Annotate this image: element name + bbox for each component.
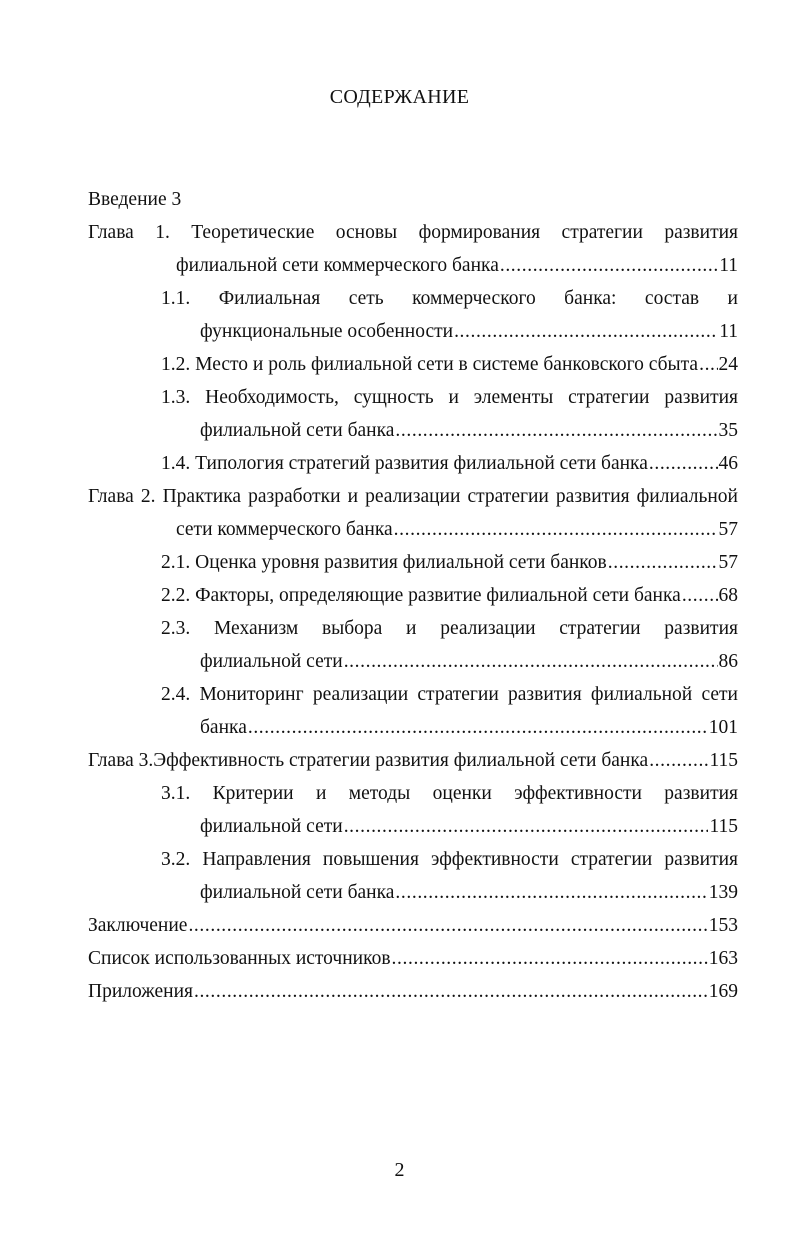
- toc-entry-section-2-4-line-2[interactable]: [88, 711, 738, 744]
- toc-page-number: 153: [708, 915, 738, 936]
- toc-entry-text: филиальной сети: [200, 651, 343, 672]
- toc-entry-chapter-1-line-1[interactable]: Глава 1. Теоретические основы формирования стратегии развития: [88, 222, 738, 243]
- toc-page-number: 11: [719, 255, 738, 276]
- toc-entry-chapter-1-line-2[interactable]: [88, 249, 738, 282]
- toc-entry-text: Приложения: [88, 981, 193, 1002]
- toc-entry-appendices[interactable]: [88, 975, 738, 1008]
- toc-page-number: 101: [708, 717, 738, 738]
- leader-dots: [395, 414, 717, 447]
- toc-entry-section-2-4-line-1[interactable]: 2.4. Мониторинг реализации стратегии развития филиальной сети: [161, 684, 738, 705]
- toc-entry-intro[interactable]: Введение 3: [88, 189, 182, 210]
- toc-page-number: 115: [709, 750, 738, 771]
- toc-entry-text: филиальной сети: [200, 816, 343, 837]
- toc-page-number: 35: [718, 420, 738, 441]
- toc-entry-section-1-3-line-1[interactable]: 1.3. Необходимость, сущность и элементы стратегии развития: [161, 387, 738, 408]
- toc-entry-chapter-3[interactable]: [88, 744, 738, 777]
- toc-entry-chapter-2-line-1[interactable]: Глава 2. Практика разработки и реализации стратегии развития филиальной: [88, 486, 738, 507]
- toc-page-number: 163: [708, 948, 738, 969]
- toc-entry-section-2-3-line-2[interactable]: [88, 645, 738, 678]
- leader-dots: [248, 711, 708, 744]
- toc-entry-section-1-1-line-1[interactable]: 1.1. Филиальная сеть коммерческого банка: состав и: [161, 288, 738, 309]
- toc-entry-section-2-2[interactable]: [88, 579, 738, 612]
- toc-entry-section-3-2-line-2[interactable]: [88, 876, 738, 909]
- toc-entry-section-1-1-line-2[interactable]: [88, 315, 738, 348]
- toc-entry-text: Заключение: [88, 915, 188, 936]
- toc-page-number: 57: [718, 552, 738, 573]
- toc-page-number: 46: [718, 453, 738, 474]
- table-of-contents: [88, 183, 738, 1008]
- toc-entry-text: филиальной сети банка: [200, 420, 395, 441]
- toc-entry-section-2-3-line-1[interactable]: 2.3. Механизм выбора и реализации стратегии развития: [161, 618, 738, 639]
- toc-entry-text: Глава 3.Эффективность стратегии развития филиальной сети банка: [88, 750, 649, 771]
- toc-entry-section-1-2[interactable]: [88, 348, 738, 381]
- toc-entry-text: филиальной сети коммерческого банка: [176, 255, 499, 276]
- toc-entry-text: сети коммерческого банка: [176, 519, 393, 540]
- toc-entry-conclusion[interactable]: [88, 909, 738, 942]
- toc-page-number: 24: [718, 354, 738, 375]
- toc-page-number: 169: [708, 981, 738, 1002]
- toc-page-number: 86: [718, 651, 738, 672]
- toc-page-number: 139: [708, 882, 738, 903]
- toc-page-number: 68: [718, 585, 738, 606]
- toc-entry-text: 2.1. Оценка уровня развития филиальной сети банков: [161, 552, 607, 573]
- toc-entry-references[interactable]: [88, 942, 738, 975]
- toc-entry-section-1-3-line-2[interactable]: [88, 414, 738, 447]
- toc-entry-section-3-2-line-1[interactable]: 3.2. Направления повышения эффективности стратегии развития: [161, 849, 738, 870]
- leader-dots: [454, 315, 718, 348]
- toc-entry-text: функциональные особенности: [200, 321, 454, 342]
- toc-entry-section-2-1[interactable]: [88, 546, 738, 579]
- leader-dots: [699, 348, 717, 381]
- leader-dots: [188, 909, 707, 942]
- leader-dots: [344, 810, 709, 843]
- leader-dots: [194, 975, 708, 1008]
- toc-entry-section-3-1-line-2[interactable]: [88, 810, 738, 843]
- toc-entry-text: банка: [200, 717, 247, 738]
- toc-entry-text: 2.2. Факторы, определяющие развитие филиальной сети банка: [161, 585, 681, 606]
- toc-entry-section-1-4[interactable]: [88, 447, 738, 480]
- toc-page-number: 11: [719, 321, 738, 342]
- page-title: СОДЕРЖАНИЕ: [329, 86, 470, 108]
- toc-entry-text: 1.4. Типология стратегий развития филиальной сети банка: [161, 453, 648, 474]
- leader-dots: [392, 942, 708, 975]
- toc-entry-text: 1.2. Место и роль филиальной сети в системе банковского сбыта: [161, 354, 699, 375]
- toc-entry-text: Список использованных источников: [88, 948, 391, 969]
- leader-dots: [344, 645, 718, 678]
- leader-dots: [608, 546, 718, 579]
- leader-dots: [649, 447, 718, 480]
- toc-entry-chapter-2-line-2[interactable]: [88, 513, 738, 546]
- leader-dots: [394, 513, 718, 546]
- leader-dots: [395, 876, 707, 909]
- toc-page-number: 57: [718, 519, 738, 540]
- leader-dots: [500, 249, 718, 282]
- leader-dots: [682, 579, 718, 612]
- toc-page-number: 115: [709, 816, 738, 837]
- leader-dots: [649, 744, 708, 777]
- page-number: 2: [394, 1159, 405, 1181]
- toc-entry-text: филиальной сети банка: [200, 882, 395, 903]
- toc-entry-section-3-1-line-1[interactable]: 3.1. Критерии и методы оценки эффективности развития: [161, 783, 738, 804]
